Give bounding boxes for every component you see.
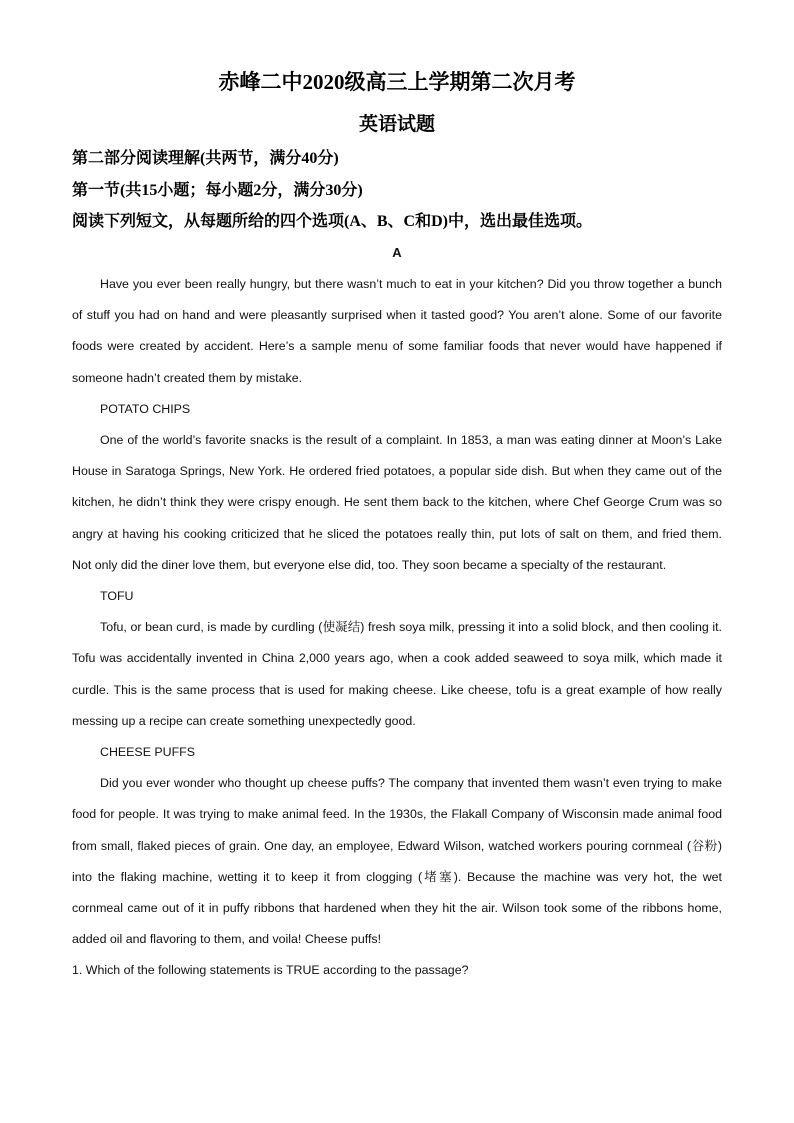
exam-title: 赤峰二中2020级高三上学期第二次月考 [218, 70, 576, 94]
section-text-tofu: Tofu, or bean curd, is made by curdling (使凝结) fresh soya milk, pressing it into a solid block, and then cooling it. Tofu was accidentally invented in China 2,000 years ago, when a cook added seaweed to soya milk, which made it curdle. This is the same process that is used for making cheese. Like cheese, tofu is a great example of how really messing up a recipe can create something unexpectedly good. [72, 620, 722, 728]
exam-subject: 英语试题 [358, 114, 435, 135]
part-heading: 第二部分阅读理解(共两节，满分40分) [72, 150, 339, 167]
passage-body [72, 269, 722, 987]
passage-letter: A [392, 245, 402, 260]
section-heading: 第一节(共15小题；每小题2分，满分30分) [72, 182, 363, 199]
section-heading-potato-chips: POTATO CHIPS [100, 401, 191, 416]
section-heading-tofu: TOFU [100, 589, 134, 604]
directions: 阅读下列短文，从每题所给的四个选项(A、B、C和D)中，选出最佳选项。 [72, 213, 592, 230]
section-text-cheese-puffs: Did you ever wonder who thought up cheese puffs? The company that invented them wasn’t even trying to make food for people. It was trying to make animal feed. In the 1930s, the Flakall Company of Wisconsin made animal food from small, flaked pieces of grain. One day, an employee, Edward Wilson, watched workers pouring cornmeal (谷粉) into the flaking machine, wetting it to keep it from clogging (堵塞). Because the machine was very hot, the wet cornmeal came out of it in puffy ribbons that hardened when they hit the air. Wilson took some of the ribbons home, added oil and flavoring to them, and voila! Cheese puffs! [72, 776, 722, 947]
question-1: 1. Which of the following statements is TRUE according to the passage? [72, 963, 469, 978]
passage-intro: Have you ever been really hungry, but there wasn’t much to eat in your kitchen? Did you throw together a bunch of stuff you had on hand and were pleasantly surprised when it tasted good? You aren’t alone. Some of our favorite foods were created by accident. Here’s a sample menu of some familiar foods that never would have happened if someone hadn’t created them by mistake. [72, 277, 722, 385]
section-heading-cheese-puffs: CHEESE PUFFS [100, 745, 196, 760]
section-text-potato-chips: One of the world’s favorite snacks is the result of a complaint. In 1853, a man was eating dinner at Moon’s Lake House in Saratoga Springs, New York. He ordered fried potatoes, a popular side dish. But when they came out of the kitchen, he didn’t think they were crispy enough. He sent them back to the kitchen, where Chef George Crum was so angry at having his cooking criticized that he sliced the potatoes really thin, put lots of salt on them, and fried them. Not only did the diner love them, but everyone else did, too. They soon became a specialty of the restaurant. [72, 433, 722, 572]
